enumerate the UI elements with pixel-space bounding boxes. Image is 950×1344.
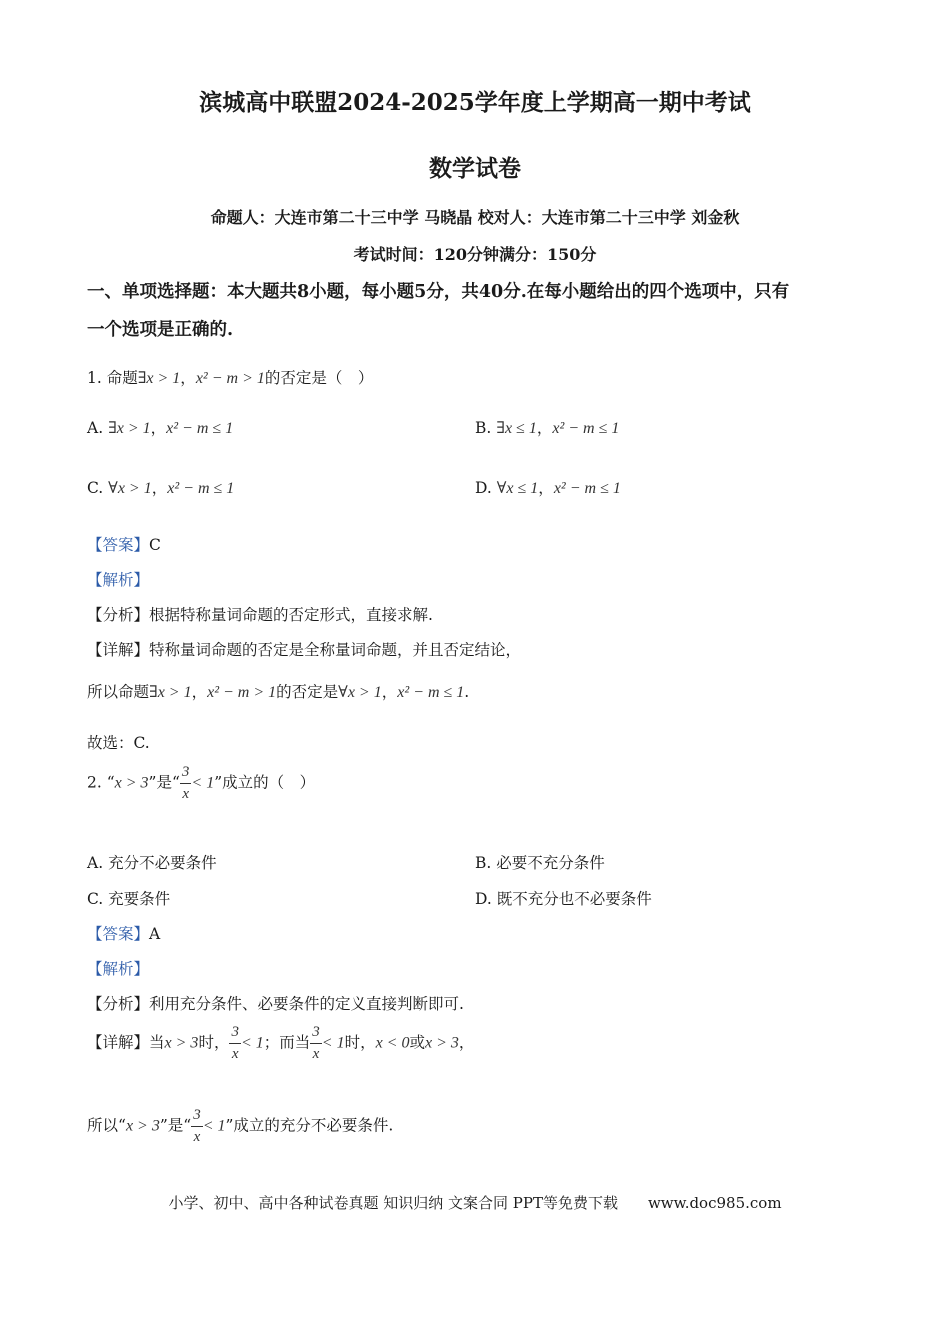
q2-option-b xyxy=(475,851,605,873)
xiangjie-tag: 【详解】 xyxy=(87,641,150,659)
concl-text: 的否定是 xyxy=(276,683,339,701)
concl-math: ∃x > 1 xyxy=(149,684,192,701)
detail-math: x < 0 xyxy=(375,1034,410,1052)
detail-text: 或 xyxy=(409,1033,425,1052)
option-label: A. xyxy=(87,854,104,872)
option-sep: ， xyxy=(150,419,167,437)
q1-prefix: 1. 命题 xyxy=(87,369,138,387)
option-label: A. xyxy=(87,419,104,437)
option-sep: ， xyxy=(536,419,553,437)
option-label: D. xyxy=(475,890,492,908)
detail-text: ， xyxy=(458,1033,475,1052)
option-math: x² − m ≤ 1 xyxy=(552,420,620,437)
option-text: 充分不必要条件 xyxy=(108,854,217,872)
q1-option-b xyxy=(475,416,619,438)
option-text: 既不充分也不必要条件 xyxy=(496,890,652,908)
q1-xiangjie xyxy=(87,638,521,660)
q1-suffix: 的否定是（ ） xyxy=(264,369,374,387)
page-footer: 小学、初中、高中各种试卷真题 知识归纳 文案合同 PPT等免费下载 www.doc985.com xyxy=(168,1194,782,1212)
concl-sep: ， xyxy=(191,683,208,701)
q2-stem xyxy=(87,765,315,802)
q1-fenxi xyxy=(87,603,433,625)
detail-text: ；而当 xyxy=(263,1033,311,1052)
q2-math-1: x > 3 xyxy=(114,774,149,792)
detail-math: x > 3 xyxy=(425,1034,459,1052)
q1-stem xyxy=(87,366,373,388)
fraction-numerator: 3 xyxy=(310,1025,322,1044)
fenxi-text: 利用充分条件、必要条件的定义直接判断即可. xyxy=(149,995,464,1013)
authors-line: 命题人：大连市第二十三中学 马晓晶 校对人：大连市第二十三中学 刘金秋 xyxy=(210,208,740,227)
analysis-tag: 【解析】 xyxy=(87,960,150,978)
option-math: x² − m ≤ 1 xyxy=(167,480,235,497)
detail-math: x > 3 xyxy=(164,1034,199,1052)
q2-fraction xyxy=(180,765,192,802)
fraction-denominator: x xyxy=(231,1046,239,1062)
concl-math: x² − m > 1 xyxy=(207,684,277,701)
concl-math: ∀x > 1 xyxy=(338,684,382,701)
option-label: C. xyxy=(87,890,104,908)
fenxi-tag: 【分析】 xyxy=(87,606,150,624)
answer-value: C xyxy=(149,536,161,554)
option-math: x² − m ≤ 1 xyxy=(166,420,234,437)
concl-math: x² − m ≤ 1 xyxy=(397,684,465,701)
q2-conclusion xyxy=(87,1108,393,1145)
q2-option-c xyxy=(87,887,170,909)
concl-text: ”成立的充分不必要条件. xyxy=(225,1116,394,1135)
option-label: B. xyxy=(475,854,492,872)
fraction-denominator: x xyxy=(193,1129,201,1145)
fraction-numerator: 3 xyxy=(191,1108,203,1127)
option-math: x² − m ≤ 1 xyxy=(553,480,621,497)
q2-frac-tail: < 1 xyxy=(191,774,215,792)
q1-option-d xyxy=(475,476,621,498)
fraction-denominator: x xyxy=(182,786,189,802)
answer-value: A xyxy=(149,925,161,943)
option-label: D. xyxy=(475,479,492,497)
fenxi-text: 根据特称量词命题的否定形式，直接求解. xyxy=(149,606,433,624)
concl-end: . xyxy=(464,683,470,701)
fraction-numerator: 3 xyxy=(229,1025,241,1044)
option-math: ∀x > 1 xyxy=(108,480,152,497)
option-label: C. xyxy=(87,479,104,497)
q2-option-d xyxy=(475,887,652,909)
concl-fraction xyxy=(191,1108,203,1145)
q1-option-c xyxy=(87,476,234,498)
option-label: B. xyxy=(475,419,492,437)
option-text: 必要不充分条件 xyxy=(496,854,605,872)
option-sep: ， xyxy=(538,479,554,497)
concl-frac-tail: < 1 xyxy=(202,1117,226,1135)
detail-fraction xyxy=(229,1025,241,1062)
q2-mid: ”是“ xyxy=(148,773,180,792)
q2-option-a xyxy=(87,851,217,873)
option-text: 充要条件 xyxy=(108,890,171,908)
subject-title: 数学试卷 xyxy=(429,155,521,182)
option-math: ∃x > 1 xyxy=(108,420,151,437)
fraction-numerator: 3 xyxy=(180,765,192,784)
q2-xiangjie xyxy=(87,1025,474,1062)
detail-frac-tail: < 1 xyxy=(240,1034,264,1052)
detail-fraction xyxy=(310,1025,322,1062)
q2-suffix: ”成立的（ ） xyxy=(214,773,316,792)
q1-answer xyxy=(87,533,161,555)
q2-answer xyxy=(87,922,160,944)
exam-title: 滨城高中联盟2024-2025学年度上学期高一期中考试 xyxy=(199,89,751,116)
q1-analysis-tag xyxy=(87,568,149,590)
detail-text: 时， xyxy=(344,1033,376,1052)
xiangjie-tag: 【详解】 xyxy=(87,1033,150,1052)
q1-choose: 故选：C. xyxy=(87,734,150,752)
option-math: ∃x ≤ 1 xyxy=(496,420,537,437)
section-heading-line1: 一、单项选择题：本大题共8小题，每小题5分，共40分.在每小题给出的四个选项中，只有 xyxy=(87,282,790,302)
concl-sep: ， xyxy=(381,683,398,701)
q1-math-2: x² − m > 1 xyxy=(195,370,265,387)
q2-analysis-tag xyxy=(87,957,149,979)
answer-tag: 【答案】 xyxy=(87,536,150,554)
section-heading-line2: 一个选项是正确的. xyxy=(87,320,234,340)
q1-sep: ， xyxy=(180,369,196,387)
q2-prefix: 2. “ xyxy=(87,773,115,792)
concl-text: 所以“ xyxy=(87,1116,126,1135)
analysis-tag: 【解析】 xyxy=(87,571,150,589)
q2-fenxi xyxy=(87,992,464,1014)
detail-text: 当 xyxy=(149,1033,165,1052)
concl-text: 所以命题 xyxy=(87,683,150,701)
concl-math: x > 3 xyxy=(125,1117,160,1135)
fenxi-tag: 【分析】 xyxy=(87,995,150,1013)
option-sep: ， xyxy=(151,479,168,497)
answer-tag: 【答案】 xyxy=(87,925,150,943)
q1-option-a xyxy=(87,416,233,438)
xiangjie-text: 特称量词命题的否定是全称量词命题，并且否定结论， xyxy=(149,641,522,659)
detail-frac-tail: < 1 xyxy=(321,1034,345,1052)
detail-text: 时， xyxy=(198,1033,230,1052)
q1-conclusion xyxy=(87,680,469,702)
concl-text: ”是“ xyxy=(159,1116,192,1135)
exam-info: 考试时间：120分钟满分：150分 xyxy=(353,245,597,264)
fraction-denominator: x xyxy=(312,1046,320,1062)
option-math: ∀x ≤ 1 xyxy=(496,480,539,497)
q1-math-1: ∃x > 1 xyxy=(137,370,181,387)
